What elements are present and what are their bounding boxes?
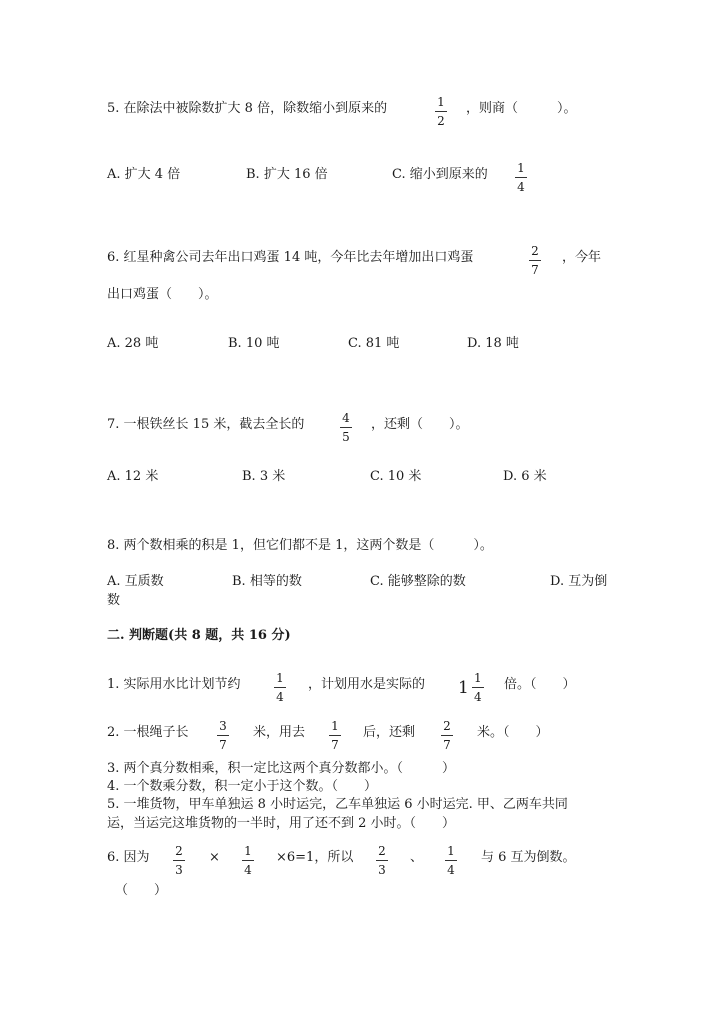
q5-option-a: A. 扩大 4 倍 bbox=[107, 167, 181, 182]
q6-frac-num: 2 bbox=[531, 244, 539, 258]
j2-frac2-num: 1 bbox=[331, 719, 339, 733]
q5-option-c: C. 缩小到原来的 bbox=[392, 167, 488, 182]
q8-option-d-wrap: 数 bbox=[107, 593, 121, 608]
j6-frac2-den: 4 bbox=[244, 863, 252, 877]
q5-option-c-fraction bbox=[514, 162, 528, 193]
j6-frac4-num: 1 bbox=[447, 844, 455, 858]
j6-fraction-4 bbox=[444, 845, 458, 876]
j6-fraction-1 bbox=[172, 845, 186, 876]
j6-comma: 、 bbox=[410, 850, 424, 865]
j1-frac-den: 4 bbox=[276, 690, 284, 704]
q5-stem-part1: 5. 在除法中被除数扩大 8 倍，除数缩小到原来的 bbox=[107, 101, 388, 116]
q6-fraction bbox=[528, 245, 542, 276]
j1-mixed-num: 1 bbox=[474, 671, 482, 685]
j6-frac4-den: 4 bbox=[447, 863, 455, 877]
q8-option-d: D. 互为倒 bbox=[550, 574, 608, 589]
j2-text-part2: 米，用去 bbox=[253, 725, 306, 740]
q5-frac-num: 1 bbox=[437, 95, 445, 109]
j3-text: 3. 两个真分数相乘，积一定比这两个真分数都小。（ ） bbox=[107, 761, 456, 776]
j2-fraction-1 bbox=[216, 720, 230, 751]
j6-fraction-2 bbox=[241, 845, 255, 876]
q6-stem-part3: 出口鸡蛋（ ）。 bbox=[107, 287, 218, 302]
q6-stem-part1: 6. 红星种禽公司去年出口鸡蛋 14 吨，今年比去年增加出口鸡蛋 bbox=[107, 250, 474, 265]
j6-frac1-den: 3 bbox=[175, 863, 183, 877]
q6-option-d: D. 18 吨 bbox=[467, 336, 519, 351]
j2-frac3-den: 7 bbox=[443, 738, 451, 752]
j1-fraction bbox=[273, 672, 287, 703]
section2-title: 二. 判断题(共 8 题，共 16 分) bbox=[107, 628, 291, 643]
q8-option-b: B. 相等的数 bbox=[232, 574, 302, 589]
q7-frac-den: 5 bbox=[342, 430, 350, 444]
j1-text-part1: 1. 实际用水比计划节约 bbox=[107, 677, 241, 692]
j5-text-line1: 5. 一堆货物，甲车单独运 8 小时运完，乙车单独运 6 小时运完. 甲、乙两车共同 bbox=[107, 797, 568, 812]
j2-frac1-den: 7 bbox=[219, 738, 227, 752]
j1-mixed-fraction bbox=[471, 672, 485, 703]
q7-stem-part2: ，还剩（ ）。 bbox=[371, 417, 469, 432]
j1-text-part3: 倍。（ ） bbox=[504, 677, 576, 692]
j2-text-part1: 2. 一根绳子长 bbox=[107, 725, 189, 740]
j6-frac2-num: 1 bbox=[244, 844, 252, 858]
j2-frac3-num: 2 bbox=[443, 719, 451, 733]
q6-option-a: A. 28 吨 bbox=[107, 336, 159, 351]
q8-stem: 8. 两个数相乘的积是 1，但它们都不是 1，这两个数是（ ）。 bbox=[107, 538, 493, 553]
q7-stem-part1: 7. 一根铁丝长 15 米，截去全长的 bbox=[107, 417, 305, 432]
j1-mixed-number bbox=[458, 672, 485, 703]
q5-stem-part2: ，则商（ ）。 bbox=[466, 101, 577, 116]
j6-frac3-den: 3 bbox=[378, 863, 386, 877]
j6-answer-paren: （ ） bbox=[115, 883, 168, 898]
j6-text-part3: 与 6 互为倒数。 bbox=[481, 850, 576, 865]
q7-option-a: A. 12 米 bbox=[107, 469, 159, 484]
q8-option-a: A. 互质数 bbox=[107, 574, 164, 589]
j1-frac-num: 1 bbox=[276, 671, 284, 685]
q7-option-b: B. 3 米 bbox=[242, 469, 286, 484]
q6-option-b: B. 10 吨 bbox=[228, 336, 280, 351]
q7-fraction bbox=[339, 412, 353, 443]
j4-text: 4. 一个数乘分数，积一定小于这个数。（ ） bbox=[107, 779, 378, 794]
j2-frac2-den: 7 bbox=[331, 738, 339, 752]
q5-option-b: B. 扩大 16 倍 bbox=[246, 167, 328, 182]
j2-fraction-2 bbox=[328, 720, 342, 751]
j6-text-part1: 6. 因为 bbox=[107, 850, 150, 865]
j6-times-sign: × bbox=[209, 850, 220, 865]
j1-mixed-den: 4 bbox=[474, 690, 482, 704]
q6-option-c: C. 81 吨 bbox=[348, 336, 400, 351]
q7-frac-num: 4 bbox=[342, 411, 350, 425]
j6-text-part2: ×6=1，所以 bbox=[276, 850, 354, 865]
j6-fraction-3 bbox=[375, 845, 389, 876]
q6-stem-part2: ，今年 bbox=[562, 250, 602, 265]
j6-frac3-num: 2 bbox=[378, 844, 386, 858]
j2-frac1-num: 3 bbox=[219, 719, 227, 733]
q7-option-d: D. 6 米 bbox=[503, 469, 547, 484]
j6-frac1-num: 2 bbox=[175, 844, 183, 858]
j2-fraction-3 bbox=[440, 720, 454, 751]
q6-frac-den: 7 bbox=[531, 263, 539, 277]
j2-text-part3: 后，还剩 bbox=[363, 725, 416, 740]
q5-frac-den: 2 bbox=[437, 114, 445, 128]
q7-option-c: C. 10 米 bbox=[370, 469, 422, 484]
j1-mixed-whole: 1 bbox=[458, 677, 469, 698]
j2-text-part4: 米。（ ） bbox=[477, 725, 549, 740]
j1-text-part2: ，计划用水是实际的 bbox=[308, 677, 426, 692]
q8-option-c: C. 能够整除的数 bbox=[370, 574, 466, 589]
j5-text-line2: 运，当运完这堆货物的一半时，用了还不到 2 小时。（ ） bbox=[107, 816, 456, 831]
q5-opt-c-den: 4 bbox=[517, 180, 525, 194]
q5-opt-c-num: 1 bbox=[517, 161, 525, 175]
q5-fraction bbox=[434, 96, 448, 127]
